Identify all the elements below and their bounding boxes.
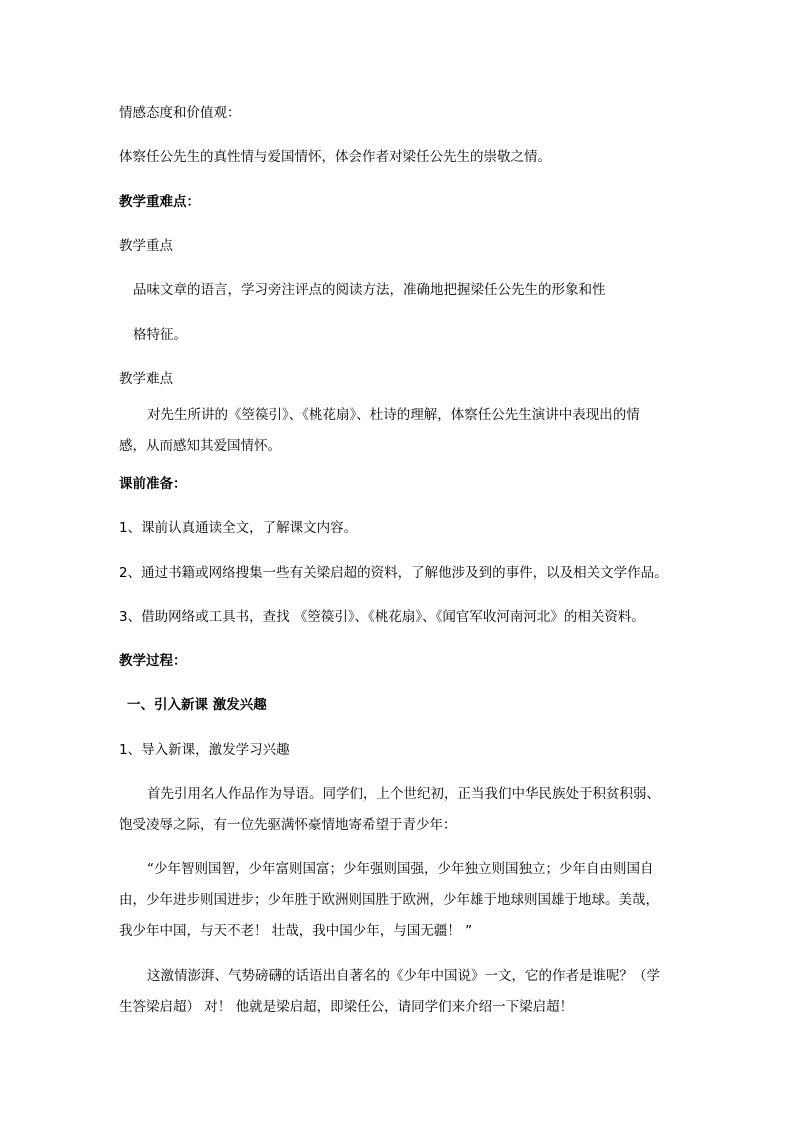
text-line: 生答梁启超） 对！ 他就是梁启超，即梁任公，请同学们来介绍一下梁启超！ [119, 999, 574, 1015]
section-heading: 教学重难点： [119, 194, 200, 210]
list-item: 2、通过书籍或网络搜集一些有关梁启超的资料，了解他涉及到的事件，以及相关文学作品。 [119, 565, 668, 581]
quote-line: 我少年中国，与天不老！ 壮哉，我中国少年，与国无疆！ ” [119, 923, 473, 939]
text-line: 这激情澎湃、气势磅礴的话语出自著名的《少年中国说》一文，它的作者是谁呢？（学 [147, 968, 660, 984]
section-heading: 课前准备： [119, 476, 187, 492]
text-line: 情感态度和价值观： [119, 105, 241, 121]
text-line: 教学难点 [119, 371, 173, 387]
text-line: 对先生所讲的《箜篌引》、《桃花扇》、杜诗的理解，体察任公先生演讲中表现出的情 [147, 407, 640, 423]
text-line: 教学重点 [119, 238, 173, 254]
text-line: 感，从而感知其爱国情怀。 [119, 438, 281, 454]
text-line: 格特征。 [133, 327, 187, 343]
list-item: 1、课前认真通读全文，了解课文内容。 [119, 520, 358, 536]
quote-line: 由，少年进步则国进步；少年胜于欧洲则国胜于欧洲，少年雄于地球则国雄于地球。美哉， [119, 892, 659, 908]
list-item: 3、借助网络或工具书，查找 《箜篌引》、《桃花扇》、《闻官军收河南河北》的相关资料。 [119, 609, 645, 625]
subsection-heading: 一、引入新课 激发兴趣 [127, 697, 267, 713]
quote-line: “少年智则国智，少年富则国富；少年强则国强，少年独立则国独立；少年自由则国自 [147, 861, 654, 877]
text-line: 品味文章的语言，学习旁注评点的阅读方法，准确地把握梁任公先生的形象和性 [133, 282, 606, 298]
text-line: 体察任公先生的真性情与爱国情怀，体会作者对梁任公先生的崇敬之情。 [119, 149, 551, 165]
section-heading: 教学过程： [119, 653, 187, 669]
text-line: 饱受凌辱之际，有一位先驱满怀豪情地寄希望于青少年： [119, 817, 457, 833]
text-line: 首先引用名人作品作为导语。同学们，上个世纪初，正当我们中华民族处于积贫积弱、 [147, 786, 660, 802]
list-item: 1、导入新课，激发学习兴趣 [119, 742, 290, 758]
